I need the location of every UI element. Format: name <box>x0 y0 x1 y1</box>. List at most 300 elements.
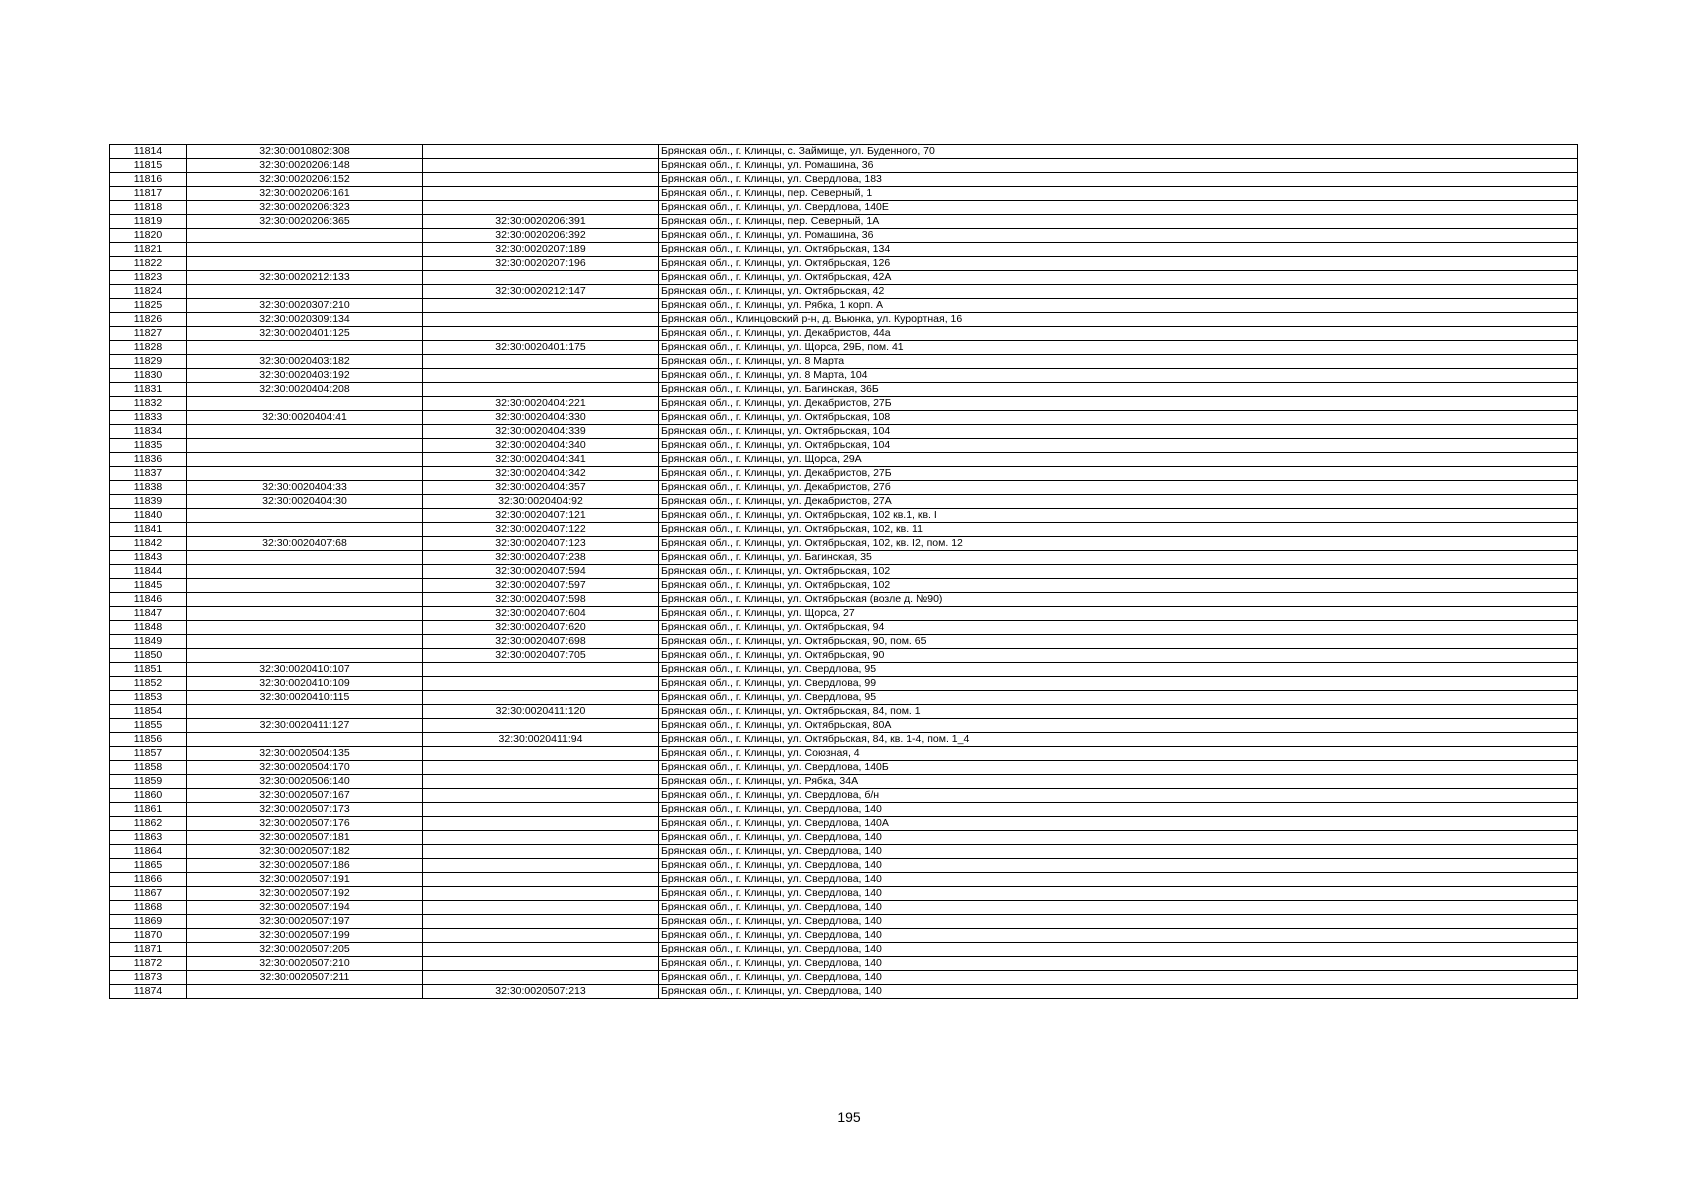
address-cell: Брянская обл., г. Клинцы, ул. Октябрьская, 84, пом. 1 <box>659 705 1578 719</box>
cadastral-number-cell <box>187 565 423 579</box>
cadastral-number-cell <box>187 607 423 621</box>
address-cell: Брянская обл., г. Клинцы, ул. 8 Марта, 104 <box>659 369 1578 383</box>
address-cell: Брянская обл., г. Клинцы, ул. Свердлова, 140 <box>659 957 1578 971</box>
row-number-cell: 11839 <box>110 495 187 509</box>
table-row <box>110 579 1578 593</box>
table-row <box>110 187 1578 201</box>
table-row <box>110 901 1578 915</box>
related-cadastral-number-cell <box>423 971 659 985</box>
cadastral-number-cell: 32:30:0020507:186 <box>187 859 423 873</box>
address-cell: Брянская обл., Клинцовский р-н, д. Вьюнка, ул. Курортная, 16 <box>659 313 1578 327</box>
table-row <box>110 915 1578 929</box>
cadastral-number-cell <box>187 229 423 243</box>
related-cadastral-number-cell: 32:30:0020407:705 <box>423 649 659 663</box>
address-cell: Брянская обл., г. Клинцы, ул. Свердлова, 140 <box>659 887 1578 901</box>
cadastral-number-cell: 32:30:0020206:152 <box>187 173 423 187</box>
address-cell: Брянская обл., г. Клинцы, ул. Свердлова, 140 <box>659 929 1578 943</box>
cadastral-number-cell: 32:30:0020507:194 <box>187 901 423 915</box>
table-row <box>110 425 1578 439</box>
related-cadastral-number-cell: 32:30:0020407:598 <box>423 593 659 607</box>
cadastral-number-cell: 32:30:0020507:191 <box>187 873 423 887</box>
cadastral-number-cell: 32:30:0020404:41 <box>187 411 423 425</box>
table-row <box>110 523 1578 537</box>
address-cell: Брянская обл., г. Клинцы, ул. Союзная, 4 <box>659 747 1578 761</box>
cadastral-number-cell: 32:30:0020507:173 <box>187 803 423 817</box>
address-cell: Брянская обл., г. Клинцы, ул. Щорса, 29Б, пом. 41 <box>659 341 1578 355</box>
address-cell: Брянская обл., г. Клинцы, ул. Октябрьская, 90 <box>659 649 1578 663</box>
related-cadastral-number-cell: 32:30:0020206:392 <box>423 229 659 243</box>
table-row <box>110 957 1578 971</box>
row-number-cell: 11868 <box>110 901 187 915</box>
row-number-cell: 11856 <box>110 733 187 747</box>
address-cell: Брянская обл., г. Клинцы, ул. Свердлова, 140Б <box>659 761 1578 775</box>
cadastral-number-cell: 32:30:0020507:167 <box>187 789 423 803</box>
address-cell: Брянская обл., г. Клинцы, ул. Октябрьская, 102, кв. 11 <box>659 523 1578 537</box>
cadastral-number-cell: 32:30:0020504:170 <box>187 761 423 775</box>
related-cadastral-number-cell <box>423 943 659 957</box>
table-row <box>110 159 1578 173</box>
cadastral-number-cell: 32:30:0020507:199 <box>187 929 423 943</box>
related-cadastral-number-cell <box>423 831 659 845</box>
cadastral-number-cell <box>187 705 423 719</box>
cadastral-number-cell <box>187 593 423 607</box>
cadastral-number-cell: 32:30:0020507:176 <box>187 817 423 831</box>
cadastral-number-cell <box>187 523 423 537</box>
cadastral-number-cell: 32:30:0020504:135 <box>187 747 423 761</box>
related-cadastral-number-cell <box>423 915 659 929</box>
row-number-cell: 11814 <box>110 145 187 159</box>
related-cadastral-number-cell: 32:30:0020207:196 <box>423 257 659 271</box>
address-cell: Брянская обл., г. Клинцы, ул. Декабристов, 27Б <box>659 397 1578 411</box>
address-cell: Брянская обл., г. Клинцы, ул. Щорса, 27 <box>659 607 1578 621</box>
cadastral-number-cell <box>187 257 423 271</box>
row-number-cell: 11862 <box>110 817 187 831</box>
address-cell: Брянская обл., г. Клинцы, ул. Октябрьская, 94 <box>659 621 1578 635</box>
table-row <box>110 313 1578 327</box>
address-cell: Брянская обл., г. Клинцы, ул. Декабристов, 27А <box>659 495 1578 509</box>
related-cadastral-number-cell <box>423 355 659 369</box>
related-cadastral-number-cell: 32:30:0020407:122 <box>423 523 659 537</box>
cadastral-number-cell <box>187 439 423 453</box>
table-row <box>110 887 1578 901</box>
table-row <box>110 229 1578 243</box>
cadastral-number-cell: 32:30:0020404:208 <box>187 383 423 397</box>
row-number-cell: 11858 <box>110 761 187 775</box>
related-cadastral-number-cell <box>423 663 659 677</box>
related-cadastral-number-cell <box>423 271 659 285</box>
address-cell: Брянская обл., г. Клинцы, ул. Октябрьская, 104 <box>659 439 1578 453</box>
related-cadastral-number-cell <box>423 817 659 831</box>
cadastral-number-cell: 32:30:0020206:323 <box>187 201 423 215</box>
address-cell: Брянская обл., г. Клинцы, ул. Свердлова, 140 <box>659 859 1578 873</box>
related-cadastral-number-cell: 32:30:0020404:221 <box>423 397 659 411</box>
row-number-cell: 11823 <box>110 271 187 285</box>
row-number-cell: 11821 <box>110 243 187 257</box>
address-cell: Брянская обл., г. Клинцы, ул. Октябрьская, 102 <box>659 579 1578 593</box>
address-cell: Брянская обл., г. Клинцы, ул. Багинская, 35 <box>659 551 1578 565</box>
address-cell: Брянская обл., г. Клинцы, ул. Свердлова, 95 <box>659 663 1578 677</box>
cadastral-number-cell: 32:30:0020404:33 <box>187 481 423 495</box>
row-number-cell: 11840 <box>110 509 187 523</box>
row-number-cell: 11871 <box>110 943 187 957</box>
row-number-cell: 11853 <box>110 691 187 705</box>
row-number-cell: 11847 <box>110 607 187 621</box>
cadastral-number-cell <box>187 579 423 593</box>
table-row <box>110 201 1578 215</box>
address-cell: Брянская обл., г. Клинцы, ул. Свердлова, 140 <box>659 971 1578 985</box>
cadastral-number-cell: 32:30:0010802:308 <box>187 145 423 159</box>
row-number-cell: 11826 <box>110 313 187 327</box>
related-cadastral-number-cell <box>423 173 659 187</box>
address-cell: Брянская обл., г. Клинцы, ул. Октябрьская, 102, кв. I2, пом. 12 <box>659 537 1578 551</box>
row-number-cell: 11830 <box>110 369 187 383</box>
table-row <box>110 929 1578 943</box>
row-number-cell: 11827 <box>110 327 187 341</box>
address-cell: Брянская обл., г. Клинцы, ул. Свердлова, б/н <box>659 789 1578 803</box>
address-cell: Брянская обл., г. Клинцы, ул. Свердлова, 140 <box>659 831 1578 845</box>
related-cadastral-number-cell: 32:30:0020404:357 <box>423 481 659 495</box>
cadastral-number-cell <box>187 621 423 635</box>
cadastral-number-cell: 32:30:0020407:68 <box>187 537 423 551</box>
table-row <box>110 369 1578 383</box>
row-number-cell: 11863 <box>110 831 187 845</box>
table-row <box>110 173 1578 187</box>
cadastral-number-cell <box>187 733 423 747</box>
row-number-cell: 11842 <box>110 537 187 551</box>
cadastral-number-cell <box>187 985 423 999</box>
related-cadastral-number-cell: 32:30:0020206:391 <box>423 215 659 229</box>
address-cell: Брянская обл., г. Клинцы, ул. Рябка, 1 корп. А <box>659 299 1578 313</box>
address-cell: Брянская обл., г. Клинцы, ул. Декабристов, 27б <box>659 481 1578 495</box>
related-cadastral-number-cell <box>423 201 659 215</box>
cadastral-number-cell: 32:30:0020206:161 <box>187 187 423 201</box>
table-row <box>110 943 1578 957</box>
address-cell: Брянская обл., г. Клинцы, ул. Октябрьская, 42А <box>659 271 1578 285</box>
row-number-cell: 11859 <box>110 775 187 789</box>
cadastral-number-cell: 32:30:0020309:134 <box>187 313 423 327</box>
related-cadastral-number-cell <box>423 761 659 775</box>
registry-table <box>109 144 1578 999</box>
table-row <box>110 495 1578 509</box>
address-cell: Брянская обл., г. Клинцы, ул. Свердлова, 140 <box>659 985 1578 999</box>
address-cell: Брянская обл., г. Клинцы, ул. Щорса, 29А <box>659 453 1578 467</box>
row-number-cell: 11820 <box>110 229 187 243</box>
row-number-cell: 11845 <box>110 579 187 593</box>
table-row <box>110 439 1578 453</box>
table-row <box>110 761 1578 775</box>
cadastral-number-cell: 32:30:0020507:210 <box>187 957 423 971</box>
address-cell: Брянская обл., г. Клинцы, ул. Октябрьская (возле д. №90) <box>659 593 1578 607</box>
cadastral-number-cell: 32:30:0020507:192 <box>187 887 423 901</box>
cadastral-number-cell: 32:30:0020403:192 <box>187 369 423 383</box>
address-cell: Брянская обл., г. Клинцы, ул. Свердлова, 140 <box>659 901 1578 915</box>
related-cadastral-number-cell: 32:30:0020411:94 <box>423 733 659 747</box>
table-row <box>110 397 1578 411</box>
related-cadastral-number-cell <box>423 887 659 901</box>
row-number-cell: 11854 <box>110 705 187 719</box>
row-number-cell: 11865 <box>110 859 187 873</box>
row-number-cell: 11846 <box>110 593 187 607</box>
related-cadastral-number-cell <box>423 383 659 397</box>
row-number-cell: 11831 <box>110 383 187 397</box>
address-cell: Брянская обл., г. Клинцы, ул. Свердлова, 140 <box>659 803 1578 817</box>
row-number-cell: 11834 <box>110 425 187 439</box>
table-row <box>110 691 1578 705</box>
table-row <box>110 243 1578 257</box>
cadastral-number-cell: 32:30:0020507:211 <box>187 971 423 985</box>
page-number: 195 <box>837 1109 861 1125</box>
address-cell: Брянская обл., г. Клинцы, ул. 8 Марта <box>659 355 1578 369</box>
row-number-cell: 11825 <box>110 299 187 313</box>
cadastral-number-cell <box>187 551 423 565</box>
related-cadastral-number-cell: 32:30:0020404:342 <box>423 467 659 481</box>
cadastral-number-cell <box>187 285 423 299</box>
related-cadastral-number-cell: 32:30:0020404:341 <box>423 453 659 467</box>
row-number-cell: 11816 <box>110 173 187 187</box>
row-number-cell: 11841 <box>110 523 187 537</box>
table-row <box>110 607 1578 621</box>
related-cadastral-number-cell: 32:30:0020212:147 <box>423 285 659 299</box>
row-number-cell: 11836 <box>110 453 187 467</box>
address-cell: Брянская обл., г. Клинцы, ул. Свердлова, 140Е <box>659 201 1578 215</box>
related-cadastral-number-cell: 32:30:0020407:121 <box>423 509 659 523</box>
row-number-cell: 11832 <box>110 397 187 411</box>
row-number-cell: 11824 <box>110 285 187 299</box>
related-cadastral-number-cell <box>423 845 659 859</box>
cadastral-number-cell <box>187 243 423 257</box>
related-cadastral-number-cell: 32:30:0020407:238 <box>423 551 659 565</box>
related-cadastral-number-cell <box>423 327 659 341</box>
cadastral-number-cell: 32:30:0020212:133 <box>187 271 423 285</box>
related-cadastral-number-cell <box>423 187 659 201</box>
table-row <box>110 803 1578 817</box>
table-row <box>110 845 1578 859</box>
address-cell: Брянская обл., г. Клинцы, пер. Северный, 1 <box>659 187 1578 201</box>
related-cadastral-number-cell: 32:30:0020407:597 <box>423 579 659 593</box>
table-row <box>110 971 1578 985</box>
related-cadastral-number-cell <box>423 789 659 803</box>
address-cell: Брянская обл., г. Клинцы, ул. Октябрьская, 84, кв. 1-4, пом. 1_4 <box>659 733 1578 747</box>
address-cell: Брянская обл., г. Клинцы, ул. Свердлова, 140 <box>659 845 1578 859</box>
table-row <box>110 285 1578 299</box>
cadastral-number-cell: 32:30:0020507:205 <box>187 943 423 957</box>
related-cadastral-number-cell <box>423 691 659 705</box>
cadastral-number-cell: 32:30:0020410:115 <box>187 691 423 705</box>
table-row <box>110 341 1578 355</box>
related-cadastral-number-cell <box>423 859 659 873</box>
row-number-cell: 11822 <box>110 257 187 271</box>
address-cell: Брянская обл., г. Клинцы, ул. Октябрьская, 42 <box>659 285 1578 299</box>
row-number-cell: 11872 <box>110 957 187 971</box>
address-cell: Брянская обл., г. Клинцы, ул. Октябрьская, 102 <box>659 565 1578 579</box>
table-row <box>110 677 1578 691</box>
row-number-cell: 11828 <box>110 341 187 355</box>
address-cell: Брянская обл., г. Клинцы, с. Займище, ул. Буденного, 70 <box>659 145 1578 159</box>
table-row <box>110 145 1578 159</box>
registry-table-body <box>110 145 1578 999</box>
related-cadastral-number-cell: 32:30:0020411:120 <box>423 705 659 719</box>
row-number-cell: 11838 <box>110 481 187 495</box>
table-row <box>110 537 1578 551</box>
table-row <box>110 271 1578 285</box>
address-cell: Брянская обл., г. Клинцы, ул. Свердлова, 140А <box>659 817 1578 831</box>
address-cell: Брянская обл., г. Клинцы, ул. Ромашина, 36 <box>659 159 1578 173</box>
row-number-cell: 11866 <box>110 873 187 887</box>
table-row <box>110 481 1578 495</box>
related-cadastral-number-cell <box>423 369 659 383</box>
cadastral-number-cell: 32:30:0020206:148 <box>187 159 423 173</box>
related-cadastral-number-cell: 32:30:0020407:620 <box>423 621 659 635</box>
related-cadastral-number-cell: 32:30:0020404:330 <box>423 411 659 425</box>
table-row <box>110 985 1578 999</box>
row-number-cell: 11849 <box>110 635 187 649</box>
cadastral-number-cell <box>187 341 423 355</box>
cadastral-number-cell <box>187 453 423 467</box>
row-number-cell: 11837 <box>110 467 187 481</box>
address-cell: Брянская обл., г. Клинцы, ул. Свердлова, 140 <box>659 943 1578 957</box>
related-cadastral-number-cell <box>423 159 659 173</box>
cadastral-number-cell: 32:30:0020410:107 <box>187 663 423 677</box>
cadastral-number-cell: 32:30:0020507:182 <box>187 845 423 859</box>
address-cell: Брянская обл., г. Клинцы, пер. Северный, 1А <box>659 215 1578 229</box>
cadastral-number-cell: 32:30:0020404:30 <box>187 495 423 509</box>
related-cadastral-number-cell: 32:30:0020404:340 <box>423 439 659 453</box>
row-number-cell: 11864 <box>110 845 187 859</box>
related-cadastral-number-cell <box>423 929 659 943</box>
related-cadastral-number-cell <box>423 747 659 761</box>
related-cadastral-number-cell: 32:30:0020507:213 <box>423 985 659 999</box>
related-cadastral-number-cell: 32:30:0020407:698 <box>423 635 659 649</box>
row-number-cell: 11815 <box>110 159 187 173</box>
address-cell: Брянская обл., г. Клинцы, ул. Октябрьская, 108 <box>659 411 1578 425</box>
cadastral-number-cell: 32:30:0020206:365 <box>187 215 423 229</box>
related-cadastral-number-cell <box>423 299 659 313</box>
table-row <box>110 453 1578 467</box>
cadastral-number-cell: 32:30:0020401:125 <box>187 327 423 341</box>
cadastral-number-cell <box>187 635 423 649</box>
table-row <box>110 327 1578 341</box>
related-cadastral-number-cell: 32:30:0020407:604 <box>423 607 659 621</box>
related-cadastral-number-cell: 32:30:0020407:594 <box>423 565 659 579</box>
row-number-cell: 11817 <box>110 187 187 201</box>
related-cadastral-number-cell <box>423 313 659 327</box>
table-row <box>110 747 1578 761</box>
cadastral-number-cell: 32:30:0020307:210 <box>187 299 423 313</box>
table-row <box>110 215 1578 229</box>
table-row <box>110 831 1578 845</box>
table-row <box>110 873 1578 887</box>
row-number-cell: 11829 <box>110 355 187 369</box>
row-number-cell: 11835 <box>110 439 187 453</box>
row-number-cell: 11819 <box>110 215 187 229</box>
row-number-cell: 11851 <box>110 663 187 677</box>
address-cell: Брянская обл., г. Клинцы, ул. Ромашина, 36 <box>659 229 1578 243</box>
row-number-cell: 11833 <box>110 411 187 425</box>
cadastral-number-cell: 32:30:0020507:181 <box>187 831 423 845</box>
table-row <box>110 257 1578 271</box>
table-row <box>110 719 1578 733</box>
related-cadastral-number-cell: 32:30:0020404:92 <box>423 495 659 509</box>
address-cell: Брянская обл., г. Клинцы, ул. Октябрьская, 126 <box>659 257 1578 271</box>
address-cell: Брянская обл., г. Клинцы, ул. Свердлова, 183 <box>659 173 1578 187</box>
cadastral-number-cell: 32:30:0020507:197 <box>187 915 423 929</box>
table-row <box>110 467 1578 481</box>
related-cadastral-number-cell <box>423 719 659 733</box>
row-number-cell: 11855 <box>110 719 187 733</box>
related-cadastral-number-cell: 32:30:0020404:339 <box>423 425 659 439</box>
row-number-cell: 11870 <box>110 929 187 943</box>
row-number-cell: 11861 <box>110 803 187 817</box>
table-row <box>110 649 1578 663</box>
table-row <box>110 859 1578 873</box>
table-row <box>110 565 1578 579</box>
address-cell: Брянская обл., г. Клинцы, ул. Декабристов, 44а <box>659 327 1578 341</box>
row-number-cell: 11873 <box>110 971 187 985</box>
cadastral-number-cell <box>187 397 423 411</box>
table-row <box>110 299 1578 313</box>
table-row <box>110 593 1578 607</box>
related-cadastral-number-cell: 32:30:0020401:175 <box>423 341 659 355</box>
address-cell: Брянская обл., г. Клинцы, ул. Багинская, 36Б <box>659 383 1578 397</box>
related-cadastral-number-cell: 32:30:0020407:123 <box>423 537 659 551</box>
cadastral-number-cell <box>187 649 423 663</box>
related-cadastral-number-cell <box>423 901 659 915</box>
cadastral-number-cell: 32:30:0020403:182 <box>187 355 423 369</box>
address-cell: Брянская обл., г. Клинцы, ул. Октябрьская, 134 <box>659 243 1578 257</box>
row-number-cell: 11818 <box>110 201 187 215</box>
row-number-cell: 11852 <box>110 677 187 691</box>
address-cell: Брянская обл., г. Клинцы, ул. Свердлова, 95 <box>659 691 1578 705</box>
address-cell: Брянская обл., г. Клинцы, ул. Октябрьская, 80А <box>659 719 1578 733</box>
table-row <box>110 733 1578 747</box>
table-row <box>110 705 1578 719</box>
address-cell: Брянская обл., г. Клинцы, ул. Свердлова, 99 <box>659 677 1578 691</box>
row-number-cell: 11860 <box>110 789 187 803</box>
table-row <box>110 663 1578 677</box>
row-number-cell: 11869 <box>110 915 187 929</box>
table-row <box>110 509 1578 523</box>
row-number-cell: 11867 <box>110 887 187 901</box>
row-number-cell: 11844 <box>110 565 187 579</box>
address-cell: Брянская обл., г. Клинцы, ул. Свердлова, 140 <box>659 873 1578 887</box>
table-row <box>110 789 1578 803</box>
row-number-cell: 11850 <box>110 649 187 663</box>
table-row <box>110 411 1578 425</box>
related-cadastral-number-cell: 32:30:0020207:189 <box>423 243 659 257</box>
address-cell: Брянская обл., г. Клинцы, ул. Октябрьская, 90, пом. 65 <box>659 635 1578 649</box>
row-number-cell: 11874 <box>110 985 187 999</box>
cadastral-number-cell <box>187 467 423 481</box>
address-cell: Брянская обл., г. Клинцы, ул. Свердлова, 140 <box>659 915 1578 929</box>
address-cell: Брянская обл., г. Клинцы, ул. Октябрьская, 104 <box>659 425 1578 439</box>
row-number-cell: 11843 <box>110 551 187 565</box>
table-row <box>110 775 1578 789</box>
table-row <box>110 551 1578 565</box>
cadastral-number-cell: 32:30:0020506:140 <box>187 775 423 789</box>
cadastral-number-cell <box>187 425 423 439</box>
address-cell: Брянская обл., г. Клинцы, ул. Декабристов, 27Б <box>659 467 1578 481</box>
table-row <box>110 817 1578 831</box>
related-cadastral-number-cell <box>423 677 659 691</box>
row-number-cell: 11848 <box>110 621 187 635</box>
cadastral-number-cell <box>187 509 423 523</box>
address-cell: Брянская обл., г. Клинцы, ул. Октябрьская, 102 кв.1, кв. I <box>659 509 1578 523</box>
address-cell: Брянская обл., г. Клинцы, ул. Рябка, 34А <box>659 775 1578 789</box>
table-row <box>110 383 1578 397</box>
related-cadastral-number-cell <box>423 873 659 887</box>
related-cadastral-number-cell <box>423 145 659 159</box>
related-cadastral-number-cell <box>423 957 659 971</box>
